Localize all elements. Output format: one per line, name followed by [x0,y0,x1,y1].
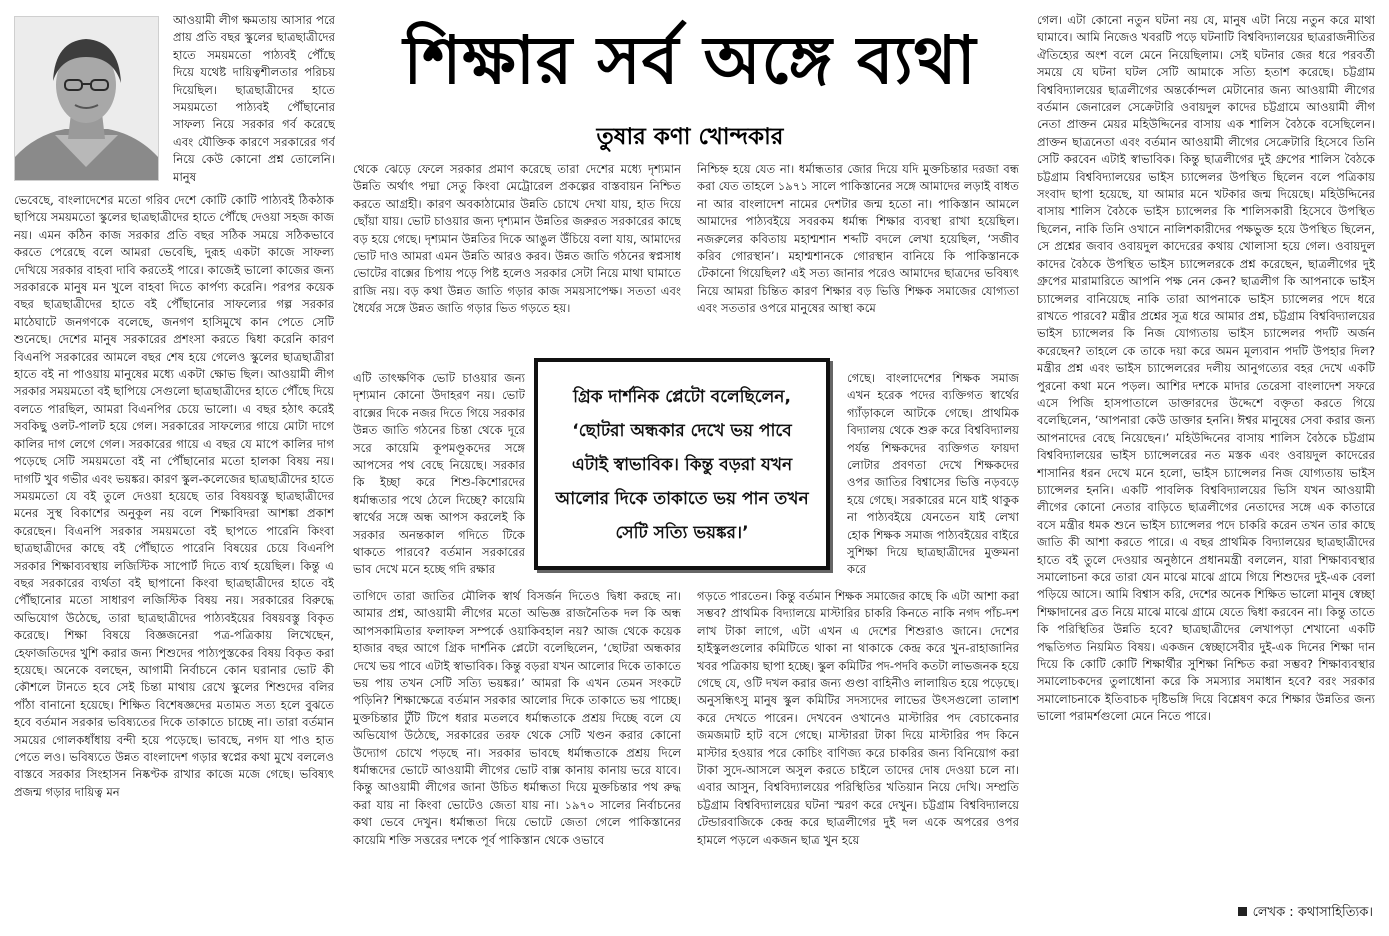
article-column-right-top: নিশ্চিহ্ন হয়ে যেত না। ধর্মান্ধতার জোর দিয়ে যদি মুক্তচিন্তার দরজা বন্ধ করা যেত তাহলে ১৯৭১ সালে পাকিস্তানের সঙ্গে আমাদের লড়াই বাধত না আর বাংলাদেশ নামের দেশটার জন্ম হতো না। পাকিস্তান আমলে আমাদের পাঠ্যবইয়ে সবরকম ধর্মান্ধ শিক্ষার ব্যবস্থা রাখা হয়েছিল। নজরুলের কবিতায় মহাশ্মশান শব্দটি বদলে লেখা হয়েছিল, ‘সজীব করিব গোরস্থান’। মহাশ্মশানকে গোরস্থান বানিয়ে কি পাকিস্তানকে টেকানো গিয়েছিল? এই সত্য জানার পরেও আমাদের ছাত্রদের ভবিষ্যৎ নিয়ে আমরা চিন্তিত কারণ শিক্ষার বড় ভিত্তি শিক্ষক সমাজের যোগ্যতা এবং সততার ওপরে মানুষের আস্থা কমে [697,162,1019,316]
author-note-text: লেখক : কথাসাহিত্যিক। [1252,905,1373,920]
pull-quote-text: গ্রিক দার্শনিক প্লেটো বলেছিলেন, ‘ছোটরা অন্ধকার দেখে ভয় পাবে এটাই স্বাভাবিক। কিন্তু বড়রা যখন আলোর দিকে তাকাতে ভয় পান তখন সেটি সত্যি ভয়ঙ্কর।’ [555,387,809,543]
portrait-icon [15,17,158,180]
article-column-mid-narrow: এটি তাৎক্ষণিক ভোট চাওয়ার জন্য দৃশ্যমান কোনো উদাহরণ নয়। ভোট বাক্সের দিকে নজর দিতে গিয়ে সরকার উন্নত জাতি গঠনের চিন্তা থেকে দূরে সরে কায়েমি কূপমণ্ডূকদের সঙ্গে আপসের পথ বেছে নিয়েছে। সরকার কি ইচ্ছা করে শিশু-কিশোরদের ধর্মান্ধতার পথে ঠেলে দিচ্ছে? কায়েমি স্বার্থের সঙ্গে অন্ধ আপস করলেই কি সরকার অনন্তকাল গদিতে টিকে থাকতে পারবে? বর্তমান সরকারের ভাব দেখে মনে হচ্ছে গদি রক্ষার [353,371,525,577]
article-column-far-right: গেল। এটা কোনো নতুন ঘটনা নয় যে, মানুষ এটা নিয়ে নতুন করে মাথা ঘামাবে। আমি নিজেও খবরটি পড়ে ঘটনাটি বিশ্ববিদ্যালয়ের ছাত্ররাজনীতির ঐতিহ্যের অংশ বলে মেনে নিয়েছিলাম। সেই ঘটনার জের ধরে পরবর্তী সময়ে যে ঘটনা ঘটল সেটি আমাকে সত্যি হতাশ করেছে। চট্টগ্রাম বিশ্ববিদ্যালয়ের ছাত্রলীগের অন্তর্কোন্দল মেটানোর জন্য আওয়ামী লীগের বর্তমান জেনারেল সেক্রেটারি ওবায়দুল কাদের চট্টগ্রামে আওয়ামী লীগ নেতা প্রাক্তন মেয়র মহিউদ্দিনের বাসায় এক শালিস বৈঠকে বসেছিলেন। প্রাক্তন ছাত্রনেতা এবং বর্তমান আওয়ামী লীগের সেক্রেটারি হিসেবে তিনি সেটি করবেন এটাই স্বাভাবিক। কিন্তু ছাত্রলীগের দুই গ্রুপের শালিস বৈঠকে চট্টগ্রাম বিশ্ববিদ্যালয়ের ভাইস চ্যান্সেলর উপস্থিত ছিলেন বলে পত্রিকায় সংবাদ ছাপা হয়েছে, যা আমার মনে খটকার জন্ম দিয়েছে। মহিউদ্দিনের বাসায় শালিস বৈঠকে ভাইস চ্যান্সেলর কি শালিসকারী হিসেবে উপস্থিত ছিলেন, নাকি তিনি ওখানে নালিশকারীদের পক্ষভুক্ত হয়ে উপস্থিত ছিলেন, সে প্রশ্নের জবাব ওবায়দুল কাদেরের কথায় খোলাসা হয়ে গেল। ওবায়দুল কাদের বৈঠকে উপস্থিত ভাইস চ্যান্সেলরকে প্রশ্ন করেছেন, ছাত্রলীগের দুই গ্রুপের মারামারিতে আপনি পক্ষ নেন কেন? ছাত্রলীগ কি আপনাকে ভাইস চ্যান্সেলর বানিয়েছে নাকি তারা আপনাকে ভাইস চ্যান্সেলর পদে ধরে রাখতে পারবে? মন্ত্রীর প্রশ্নের সূত্র ধরে আমার প্রশ্ন, চট্টগ্রাম বিশ্ববিদ্যালয়ের ভাইস চ্যান্সেলর কি নিজ যোগ্যতায় ভাইস চ্যান্সেলর পদটি অর্জন করেছেন? তাহলে কে তাকে দয়া করে অমন মূল্যবান পদটি উপহার দিল? মন্ত্রীর প্রশ্ন এবং ভাইস চ্যান্সেলরের দলীয় আনুগত্যের বহর দেখে একটি পুরনো কথা মনে পড়ল। আশির দশকে মাদার তেরেসা বাংলাদেশ সফরে এসে পিজি হাসপাতালে ডাক্তারদের উদ্দেশে বক্তৃতা করতে গিয়ে বলেছিলেন, ‘আপনারা কেউ ডাক্তার হননি। ঈশ্বর মানুষের সেবা করার জন্য আপনাদের বেছে নিয়েছেন।’ মহিউদ্দিনের বাসায় শালিস বৈঠকে চট্টগ্রাম বিশ্ববিদ্যালয়ের ভাইস চ্যান্সেলরের নত মস্তক এবং ওবায়দুল কাদেরের শাসানির ধরন দেখে মনে হলো, ভাইস চ্যান্সেলর নিজ যোগ্যতায় ভাইস চ্যান্সেলর হননি। একটি পাবলিক বিশ্ববিদ্যালয়ের ভিসি যখন আওয়ামী লীগের কোনো নেতার বাড়িতে ছাত্রলীগের নেতাদের সঙ্গে এক কাতারে বসে মন্ত্রীর ধমক শুনে ভাইস চ্যান্সেলর পদে চাকরি করেন তখন তার কাছে জাতি কী আশা করতে পারে। এ বছর প্রাথমিক বিদ্যালয়ের ছাত্রছাত্রীদের হাতে বই তুলে দেওয়ার অনুষ্ঠানে প্রধানমন্ত্রী বললেন, যারা শিক্ষাব্যবস্থার সমালোচনা করে তারা যেন মাঝে মাঝে গ্রামে গিয়ে শিশুদের দুই-এক বেলা পড়িয়ে আসে। আমি বিশ্বাস করি, দেশের অনেক শিক্ষিত ভালো মানুষ স্বেচ্ছা শিক্ষাদানের ব্রত নিয়ে মাঝে মাঝে গ্রামে যেতে দ্বিধা করবেন না। কিন্তু তাতে কি পরিস্থিতির উন্নতি হবে? ছাত্রছাত্রীদের লেখাপড়া শেখানো একটি পদ্ধতিগত নিয়মিত বিষয়। একজন স্বেচ্ছাসেবীর দুই-এক দিনের শিক্ষা দান দিয়ে কি কোটি কোটি শিক্ষার্থীর সুশিক্ষা নিশ্চিত করা সম্ভব? শিক্ষাব্যবস্থার সমালোচকদের তুলাধোনা করে কি সমস্যার সমাধান হবে? বরং সরকার সমালোচনাকে ইতিবাচক দৃষ্টিভঙ্গি দিয়ে বিশ্লেষণ করে শিক্ষার উন্নতির জন্য ভালো পরামর্শগুলো মেনে নিতে পারে। [1037,13,1375,724]
article-column-top-left: আওয়ামী লীগ ক্ষমতায় আসার পরে প্রায় প্রতি বছর স্কুলের ছাত্রছাত্রীদের হাতে সময়মতো পাঠ্যবই পৌঁছে দিয়ে যথেষ্ট দায়িত্বশীলতার পরিচয় দিয়েছিল। ছাত্রছাত্রীদের হাতে সময়মতো পাঠ্যবই পৌঁছানোর সাফল্য নিয়ে সরকার গর্ব করেছে এবং যৌক্তিক কারণে সরকারের গর্ব নিয়ে কেউ কোনো প্রশ্ন তোলেনি। মানুষ [173,13,335,184]
article-author: তুষার কণা খোন্দকার [596,124,784,150]
article-column-mid-bottom: তাগিদে তারা জাতির মৌলিক স্বার্থ বিসর্জন দিতেও দ্বিধা করছে না। আমার প্রশ্ন, আওয়ামী লীগের মতো অভিজ্ঞ রাজনৈতিক দল কি অন্ধ আপসকামিতার ফলাফল সম্পর্কে ওয়াকিবহাল নয়? আজ থেকে কয়েক হাজার বছর আগে গ্রিক দার্শনিক প্লেটো বলেছিলেন, ‘ছোটরা অন্ধকার দেখে ভয় পাবে এটাই স্বাভাবিক। কিন্তু বড়রা যখন আলোর দিকে তাকাতে ভয় পায় তখন সেটি সত্যি ভয়ঙ্কর।’ আমরা কি এখন তেমন সংকটে পড়িনি? শিক্ষাক্ষেত্রে বর্তমান সরকার আলোর দিকে তাকাতে ভয় পাচ্ছে। মুক্তচিন্তার টুঁটি টিপে ধরার মতলবে ধর্মান্ধতাকে প্রশ্রয় দিচ্ছে বলে যে অভিযোগ উঠেছে, সরকারের তরফ থেকে সেটি খণ্ডন করার কোনো উদ্যোগ চোখে পড়ছে না। সরকার ভাবছে ধর্মান্ধতাকে প্রশ্রয় দিলে ধর্মান্ধদের ভোটে আওয়ামী লীগের ভোট বাক্স কানায় কানায় ভরে যাবে। কিন্তু আওয়ামী লীগের জানা উচিত ধর্মান্ধতা দিয়ে মুক্তচিন্তার পথ রুদ্ধ করা যায় না কিংবা ভোটেও জেতা যায় না। ১৯৭০ সালের নির্বাচনের কথা ভেবে দেখুন। ধর্মান্ধতা দিয়ে ভোটে জেতা গেলে পাকিস্তানের কায়েমি শক্তি সত্তরের দশকে পূর্ব পাকিস্তান থেকে ওভাবে [353,589,681,847]
article-column-left: ভেবেছে, বাংলাদেশের মতো গরিব দেশে কোটি কোটি পাঠ্যবই ঠিকঠাক ছাপিয়ে সময়মতো স্কুলের ছাত্রছাত্রীদের হাতে পৌঁছে দেওয়া সহজ কাজ নয়। এমন কঠিন কাজ সরকার প্রতি বছর সঠিক সময়ে সঠিকভাবে করতে পেরেছে বলে আমরা ভেবেছি, দুরূহ একটা কাজে সাফল্য দেখিয়ে সরকার বাহবা দাবি করতেই পারে। কাজেই ভালো কাজের জন্য সরকারকে মানুষ মন খুলে বাহবা দিতে কার্পণ্য করেনি। পরপর কয়েক বছর ছাত্রছাত্রীদের হাতে বই পৌঁছানোর সাফল্যের গল্প সরকার মাঠেঘাটে জনগণকে বলেছে, জনগণ হাসিমুখে কান পেতে সেটি শুনেছে। দেশের মানুষ সরকারের প্রশংসা করতে দ্বিধা করেনি কারণ বিএনপি সরকারের আমলে বছর শেষ হয়ে গেলেও স্কুলের ছাত্রছাত্রীরা হাতে বই না পাওয়ায় মানুষের মধ্যে একটা ক্ষোভ ছিল। আওয়ামী লীগ সরকার সময়মতো বই ছাপিয়ে সেগুলো ছাত্রছাত্রীদের হাতে পৌঁছে দিয়ে বলতে পারছিল, আমরা বিএনপির চেয়ে ভালো। এ বছর হঠাৎ করেই সবকিছু ওলট-পালট হয়ে গেল। সরকারের সাফল্যের গায়ে মোটা দাগে কালির দাগ লেগে গেল। সরকারের গায়ে এ বছর যে মাপে কালির দাগ পড়েছে সেটি সময়মতো বই না পৌঁছানোর মতো হালকা বিষয় নয়। দাগটি খুব গভীর এবং ভয়ঙ্কর। কারণ স্কুল-কলেজের ছাত্রছাত্রীদের হাতে সময়মতো যে বই তুলে দেওয়া হয়েছে তার বিষয়বস্তু ছাত্রছাত্রীদের মনের সুস্থ বিকাশের অনুকূল নয় বলে শিক্ষাবিদরা আশঙ্কা প্রকাশ করেছেন। বিএনপি সরকার সময়মতো বই ছাপতে পারেনি কিংবা ছাত্রছাত্রীদের কাছে বই পৌঁছাতে পারেনি বিষয়ের চেয়ে বিএনপি সরকার শিক্ষাব্যবস্থায় লজিস্টিক সাপোর্ট দিতে ব্যর্থ হয়েছিল। কিন্তু এ বছর সরকারের ব্যর্থতা বই ছাপানো কিংবা ছাত্রছাত্রীদের হাতে বই পৌঁছানোর মতো সাধারণ লজিস্টিক বিষয় নয়। সরকারের বিরুদ্ধে অভিযোগ উঠেছে, তারা ছাত্রছাত্রীদের পাঠ্যবইয়ের বিষয়বস্তু বিকৃত করেছে। শিক্ষা বিষয়ে বিজ্ঞজনেরা পত্র-পত্রিকায় লিখেছেন, হেফাজতিদের খুশি করার জন্য শিশুদের পাঠ্যপুস্তকের বিষয় বিকৃত করা হয়েছে। অনেকে বলছেন, আগামী নির্বাচনে কোন ঘরানার ভোট কী কৌশলে টানতে হবে সেই চিন্তা মাথায় রেখে স্কুলের শিশুদের বলির পাঁঠা বানানো হয়েছে। শিক্ষিত বিশেষজ্ঞদের মতামত সত্য হলে বুঝতে হবে বর্তমান সরকার ভবিষ্যতের দিকে তাকাতে চাচ্ছে না। তারা বর্তমান সময়ের গোলকধাঁধায় বন্দী হয়ে পড়েছে। ভাবছে, নগদ যা পাও হাত পেতে লও। ভবিষ্যতে উন্নত বাংলাদেশ গড়ার স্বপ্নের কথা মুখে বললেও বাস্তবে সরকার সিংহাসন নিষ্কণ্টক রাখার কাজে মজে গেছে। ভবিষ্যৎ প্রজন্ম গড়ার দায়িত্ব মন [14,193,334,799]
article-column-right-bottom: গড়তে পারতেন। কিন্তু বর্তমান শিক্ষক সমাজের কাছে কি এটা আশা করা সম্ভব? প্রাথমিক বিদ্যালয়ে মাস্টারির চাকরি কিনতে নাকি নগদ পাঁচ-দশ লাখ টাকা লাগে, এটা এখন এ দেশের শিশুরাও জানে। দেশের হাইস্কুলগুলোর কমিটিতে থাকা না থাকাকে কেন্দ্র করে খুন-রাহাজানির খবর পত্রিকায় ছাপা হচ্ছে। স্কুল কমিটির পদ-পদবি কতটা লাভজনক হয়ে গেছে যে, ওটি দখল করার জন্য গুণ্ডা বাহিনীও লালায়িত হয়ে পড়েছে। অনুসন্ধিৎসু মানুষ স্কুল কমিটির সদস্যদের লাভের উৎসগুলো তালাশ করে দেখতে পারেন। দেখবেন ওখানেও মাস্টারির পদ বেচাকেনার জমজমাট হাট বসে গেছে। মাস্টাররা টাকা দিয়ে মাস্টারির পদ কিনে মাস্টার হওয়ার পরে কোচিং বাণিজ্য করে চাকরির জন্য বিনিয়োগ করা টাকা সুদে-আসলে অসুল করতে চাইলে তাদের দোষ দেওয়া চলে না। এবার আসুন, বিশ্ববিদ্যালয়ের পরিস্থিতির খতিয়ান নিয়ে দেখি। সম্প্রতি চট্টগ্রাম বিশ্ববিদ্যালয়ের ঘটনা স্মরণ করে দেখুন। চট্টগ্রাম বিশ্ববিদ্যালয়ে টেন্ডারবাজিকে কেন্দ্র করে ছাত্রলীগের দুই দল একে অপরের ওপর হামলে পড়লে একজন ছাত্র খুন হয়ে [697,589,1019,847]
author-note [1203,902,1373,924]
article-headline: শিক্ষার সর্ব অঙ্গে ব্যথা [403,21,977,99]
black-square-icon [1238,907,1247,916]
pull-quote-box [534,358,830,570]
author-photo [14,16,159,181]
article-column-mid-top: থেকে ঝেড়ে ফেলে সরকার প্রমাণ করেছে তারা দেশের মধ্যে দৃশ্যমান উন্নতি অর্থাৎ পদ্মা সেতু কিংবা মেট্রোরেল প্রকল্পের বাস্তবায়ন নিশ্চিত করতে আগ্রহী। কারণ অবকাঠামোর উন্নতি চোখে দেখা যায়, হাত দিয়ে ছোঁয়া যায়। ভোট চাওয়ার জন্য দৃশ্যমান উন্নতির জরুরত সরকারের কাছে বড় হয়ে গেছে। দৃশ্যমান উন্নতির দিকে আঙুল উঁচিয়ে বলা যায়, আমাদের ভোট দাও আমরা এমন উন্নতি আরও করব। উন্নত জাতি গঠনের স্বপ্নসাধ ভোটের বাক্সের চিপায় পড়ে পিষ্ট হলেও সরকার সেটা নিয়ে মাথা ঘামাতে রাজি নয়। বড় কথা উন্নত জাতি গড়ার কাজ সময়সাপেক্ষ। সততা এবং ধৈর্যের সঙ্গে উন্নত জাতি গড়ার ভিত গড়তে হয়। [353,162,681,316]
article-column-right-narrow: গেছে। বাংলাদেশের শিক্ষক সমাজ এখন হরেক পদের ব্যক্তিগত স্বার্থের গ্যাঁড়াকলে আটকে গেছে। প্রাথমিক বিদ্যালয় থেকে শুরু করে বিশ্ববিদ্যালয় পর্যন্ত শিক্ষকদের ব্যক্তিগত ফায়দা লোটার প্রবণতা দেখে শিক্ষকদের ওপর জাতির বিশ্বাসের ভিত্তি নড়বড়ে হয়ে গেছে। সরকারের মনে যাই থাকুক না পাঠ্যবইয়ে যেনতেন যাই লেখা হোক শিক্ষক সমাজ পাঠ্যবইয়ের বাইরে সুশিক্ষা দিয়ে ছাত্রছাত্রীদের মুক্তমনা করে [847,371,1019,577]
